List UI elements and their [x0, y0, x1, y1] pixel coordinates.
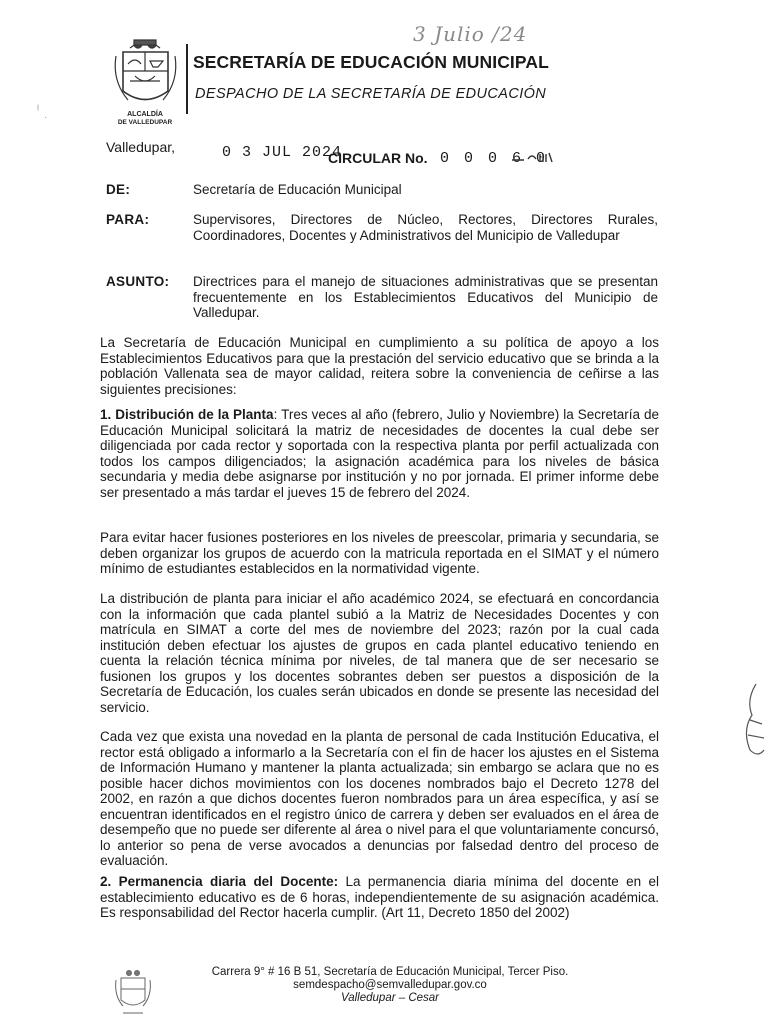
footer-city: Valledupar – Cesar [340, 992, 440, 1004]
section-1-text: : Tres veces al año (febrero, Julio y Noviembre) la Secretaría de Educación Municipal solicitará la matriz de necesidades de docentes la cual debe ser diligenciada por cada rector y soportada con la respectiva planta por perfil actualizada con todos los campos diligenciados; la asignación académica para los niveles de básica secundaria y media debe asignarse por institución y no por jornada. El primer informe debe ser presentado a más tardar el jueves 15 de febrero del 2024. [100, 407, 660, 500]
footer-seal-logo [113, 968, 153, 1018]
footer-address: Carrera 9° # 16 B 51, Secretaría de Educación Municipal, Tercer Piso. [211, 966, 569, 978]
margin-mark: · [44, 112, 48, 123]
header-divider [186, 44, 188, 114]
section-2-paragraph [100, 874, 659, 921]
paragraph-novedad: Cada vez que exista una novedad en la planta de personal de cada Institución Educativa, el rector está obligado a informarlo a la Secretaría con el fin de hacer los ajustes en el Sistema de Información Humano y mantener la planta actualizada; sin embargo se aclara que no es posible hacer dichos movimientos con los docenes nombrados bajo el Decreto 1278 del 2002, en razón a que dichos docentes fueron nombrados para un área específica, y así se encuentran identificados en el registro único de carrera y deben ser evaluados en el área de desempeño que no puede ser diferente al área o nivel para el que voluntariamente concursó, lo anterior so pena de verse avocados a denuncias por falsedad dentro del proceso de evaluación. [100, 729, 659, 868]
stamp-scribble [510, 150, 555, 164]
footer-email: semdespacho@semvalledupar.gov.co [293, 979, 487, 991]
paragraph-fusiones: Para evitar hacer fusiones posteriores en los niveles de preescolar, primaria y secundaria, se deben organizar los grupos de acuerdo con la matricula reportada en el SIMAT y el número mínimo de estudiantes establecidos en la normatividad vigente. [100, 530, 659, 576]
handwritten-date-note: 3 Julio /24 [413, 22, 528, 46]
date-stamp: 0 3 JUL 2024 [222, 144, 343, 161]
section-2-heading: 2. Permanencia diaria del Docente: [100, 874, 339, 889]
page-title: SECRETARÍA DE EDUCACIÓN MUNICIPAL [193, 52, 549, 72]
field-label-asunto: ASUNTO: [106, 274, 170, 289]
section-2-text: La permanencia diaria mínima del docente en el establecimiento educativo es de 6 horas, independientemente de su asignación académica. Es responsabilidad del Rector hacerla cumplir. (Art 11, Decreto 1850 del 2002) [100, 874, 659, 920]
field-label-para: PARA: [106, 212, 150, 227]
seal-caption-2: DE VALLEDUPAR [117, 119, 173, 126]
field-value-para: Supervisores, Directores de Núcleo, Rectores, Directores Rurales, Coordinadores, Docentes y Administrativos del Municipio de Valledupar [193, 212, 658, 243]
intro-paragraph: La Secretaría de Educación Municipal en cumplimiento a su política de apoyo a los Establecimientos Educativos para que la prestación del servicio educativo que se brinda a la población Vallenata sea de mayor calidad, reitera sobre la conveniencia de ceñirse a las siguientes precisiones: [100, 335, 659, 397]
field-value-de: Secretaría de Educación Municipal [193, 182, 402, 197]
field-value-asunto: Directrices para el manejo de situaciones administrativas que se presentan frecuentemente en los Establecimientos Educativos del Municipio de Valledupar. [193, 274, 658, 320]
municipal-seal-logo [108, 36, 183, 126]
circular-label: CIRCULAR No. [328, 150, 428, 166]
paragraph-distribucion: La distribución de planta para iniciar el año académico 2024, se efectuará en concordancia con la información que cada plantel subió a la Matriz de Necesidades Docentes y con matrícula en SIMAT a corte del mes de noviembre del 2023; razón por la cual cada institución deben efectuar los ajustes de grupos en cada plantel educativo teniendo en cuenta la relación técnica mínima por niveles, de tal manera que de ser necesario se fusionen los grupos y los docentes sobrantes deben ser puestos a disposición de la Secretaría de Educación, los cuales serán ubicados en donde se presente las necesidad del servicio. [100, 591, 659, 715]
city-label: Valledupar, [106, 139, 176, 155]
seal-caption-1: ALCALDÍA [127, 111, 163, 118]
page-subtitle: DESPACHO DE LA SECRETARÍA DE EDUCACIÓN [195, 86, 547, 102]
margin-doodle [738, 680, 768, 760]
margin-mark: ╷ [35, 100, 42, 111]
section-1-heading: 1. Distribución de la Planta [100, 407, 274, 422]
circular-number: 0 0 0 6 0 [440, 150, 549, 167]
section-1-paragraph [100, 407, 659, 500]
field-label-de: DE: [106, 182, 131, 197]
